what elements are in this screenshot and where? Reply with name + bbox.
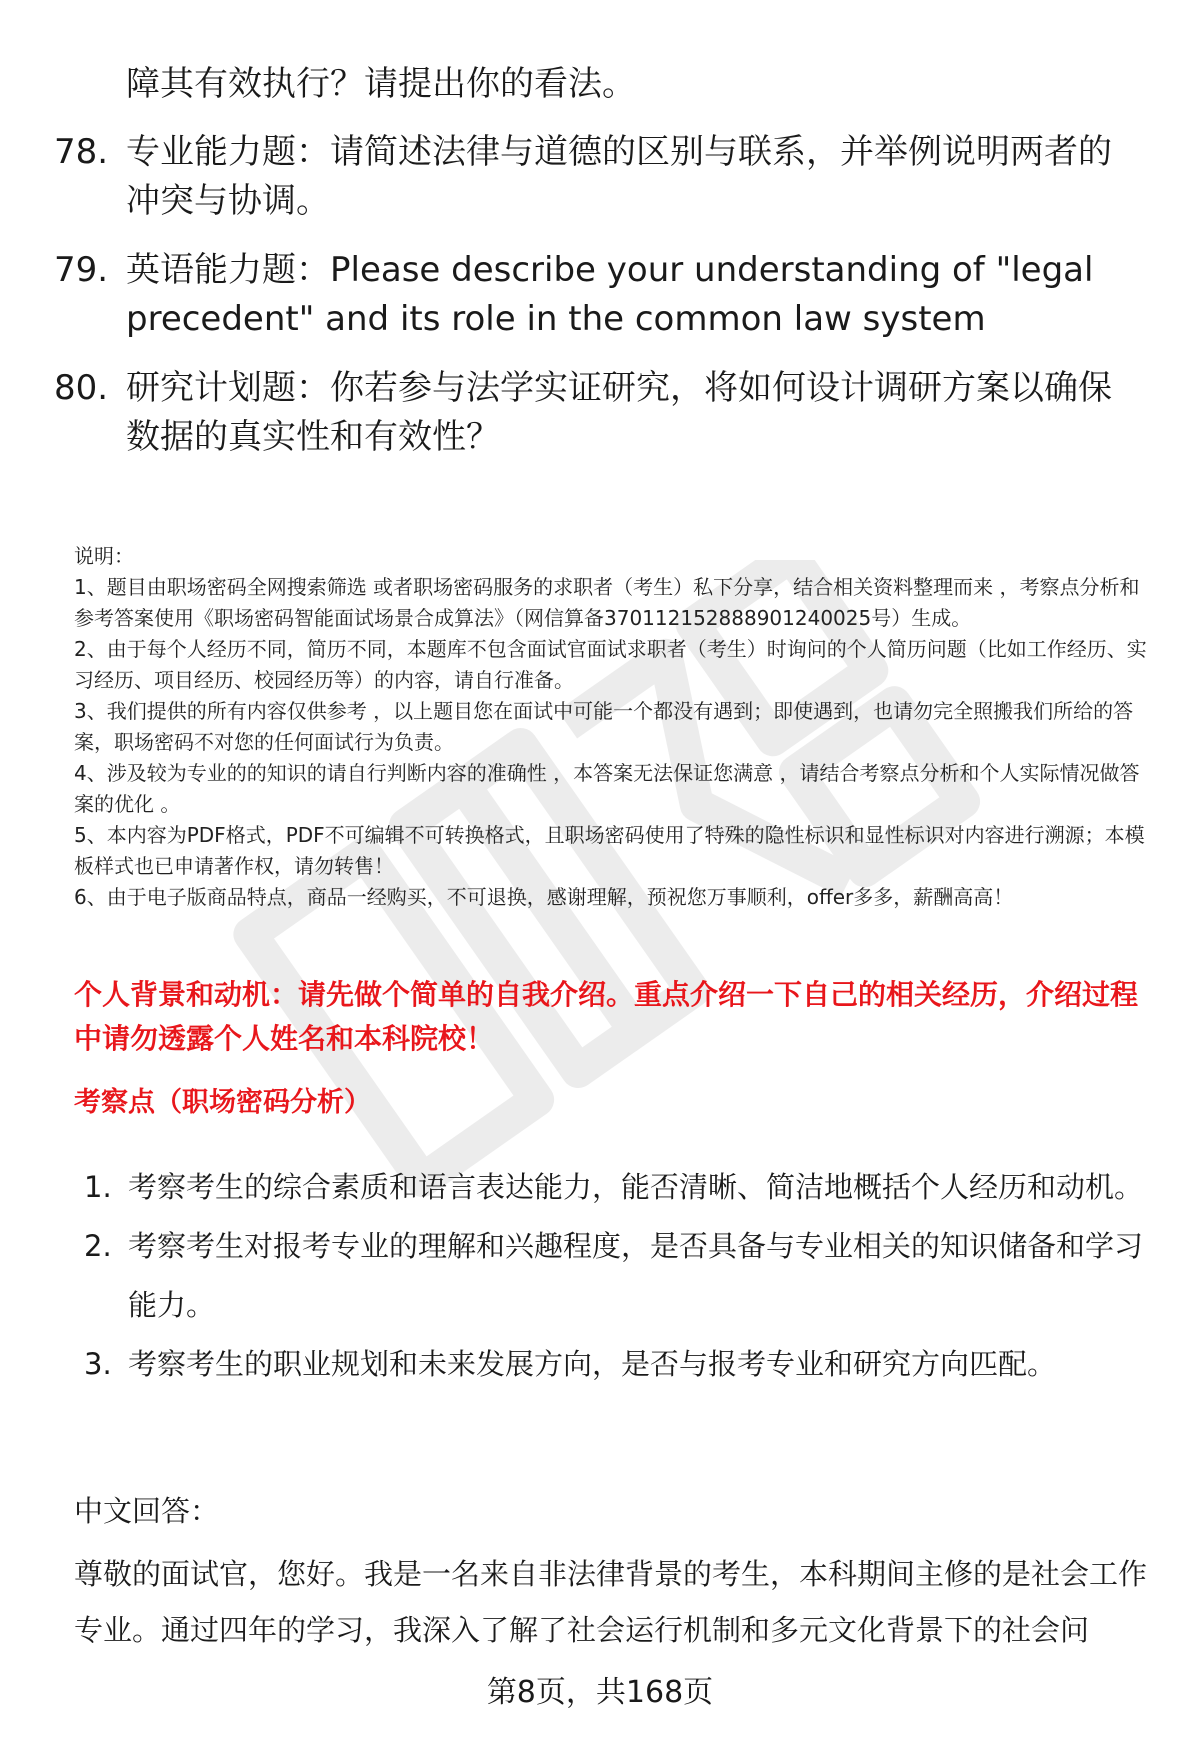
question-number: 79. bbox=[54, 250, 109, 290]
note-item: 5、本内容为PDF格式，PDF不可编辑不可转换格式，且职场密码使用了特殊的隐性标识和显性标识对内容进行溯源；本模板样式也已申请著作权，请勿转售！ bbox=[74, 823, 1145, 878]
question-number: 78. bbox=[54, 132, 109, 172]
answer-text: 尊敬的面试官，您好。我是一名来自非法律背景的考生，本科期间主修的是社会工作专业。通过四年的学习，我深入了解了社会运行机制和多元文化背景下的社会问 bbox=[74, 1557, 1148, 1647]
point-number: 1. bbox=[84, 1170, 112, 1204]
note-item: 4、涉及较为专业的的知识的请自行判断内容的准确性 ，本答案无法保证您满意 ，请结合考察点分析和个人实际情况做答案的优化 。 bbox=[74, 761, 1140, 816]
notes-block bbox=[74, 541, 1159, 913]
point-text: 考察考生的综合素质和语言表达能力，能否清晰、简洁地概括个人经历和动机。 bbox=[128, 1170, 1144, 1204]
section-title: 个人背景和动机：请先做个简单的自我介绍。重点介绍一下自己的相关经历，介绍过程中请勿透露个人姓名和本科院校！ bbox=[74, 978, 1139, 1055]
question-text: 研究计划题：你若参与法学实证研究，将如何设计调研方案以确保数据的真实性和有效性？ bbox=[126, 368, 1112, 457]
answer-label: 中文回答： bbox=[74, 1494, 220, 1528]
analysis-point bbox=[84, 1158, 1144, 1217]
question-79 bbox=[54, 246, 1144, 344]
analysis-point bbox=[84, 1335, 1144, 1394]
question-number: 80. bbox=[54, 368, 109, 408]
question-text: 英语能力题：Please describe your understanding of "legal precedent" and its role in the common law system bbox=[126, 250, 1094, 339]
notes-heading: 说明： bbox=[74, 544, 134, 568]
analysis-points bbox=[84, 1158, 1144, 1394]
note-item: 6、由于电子版商品特点，商品一经购买，不可退换，感谢理解，预祝您万事顺利，offer多多，薪酬高高！ bbox=[74, 885, 1014, 909]
question-78 bbox=[54, 128, 1144, 226]
analysis-point bbox=[84, 1217, 1144, 1335]
page-footer: 第8页，共168页 bbox=[486, 1675, 714, 1710]
question-text: 专业能力题：请简述法律与道德的区别与联系，并举例说明两者的冲突与协调。 bbox=[126, 132, 1112, 221]
point-text: 考察考生的职业规划和未来发展方向，是否与报考专业和研究方向匹配。 bbox=[128, 1347, 1057, 1381]
point-number: 2. bbox=[84, 1229, 112, 1263]
analysis-title: 考察点（职场密码分析） bbox=[74, 1087, 371, 1118]
point-text: 考察考生对报考专业的理解和兴趣程度，是否具备与专业相关的知识储备和学习能力。 bbox=[128, 1229, 1144, 1322]
point-number: 3. bbox=[84, 1347, 112, 1381]
note-item: 2、由于每个人经历不同，简历不同，本题库不包含面试官面试求职者（考生）时询问的个人简历问题（比如工作经历、实习经历、项目经历、校园经历等）的内容，请自行准备。 bbox=[74, 637, 1147, 692]
note-item: 3、我们提供的所有内容仅供参考 ，以上题目您在面试中可能一个都没有遇到；即使遇到，也请勿完全照搬我们所给的答案，职场密码不对您的任何面试行为负责。 bbox=[74, 699, 1134, 754]
note-item: 1、题目由职场密码全网搜索筛选 或者职场密码服务的求职者（考生）私下分享，结合相关资料整理而来 ，考察点分析和参考答案使用《职场密码智能面试场景合成算法》（网信算备370112152888901240025号）生成。 bbox=[74, 575, 1140, 630]
question-80 bbox=[54, 364, 1144, 462]
question-continuation: 障其有效执行？请提出你的看法。 bbox=[126, 64, 636, 104]
